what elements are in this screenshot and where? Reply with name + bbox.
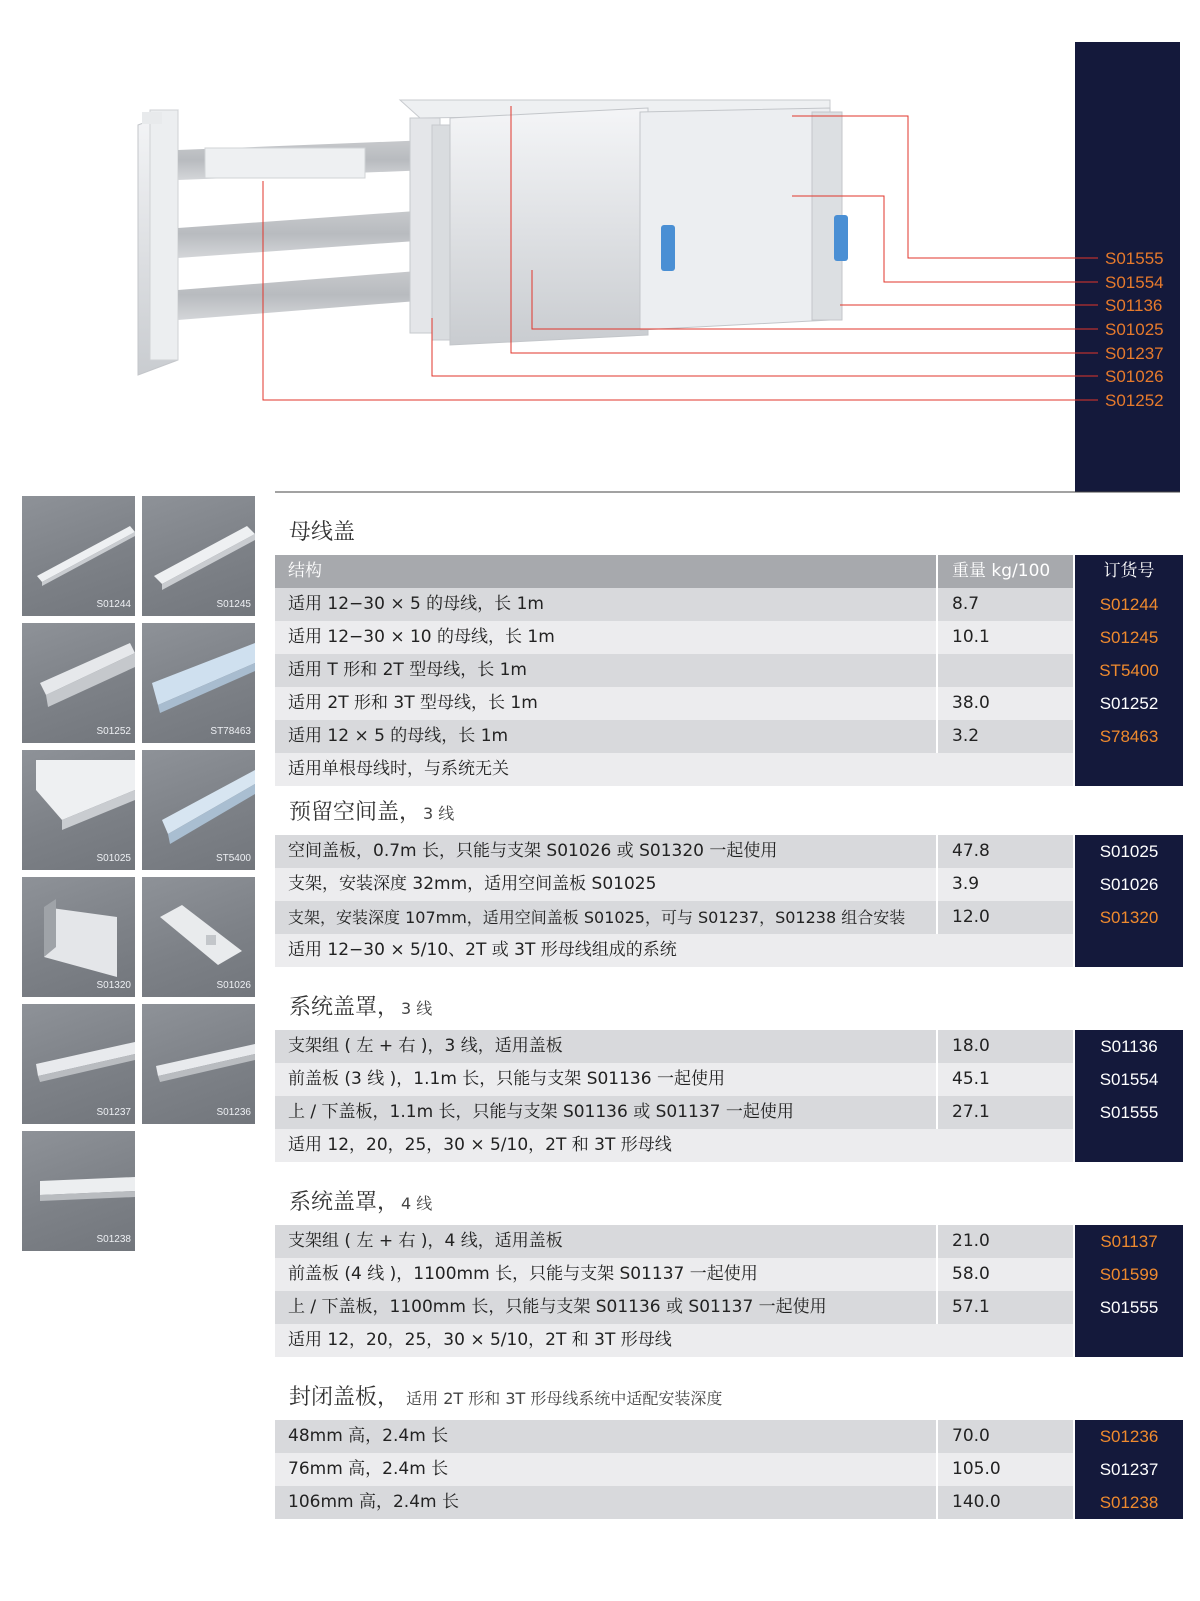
section-title: 母线盖	[289, 520, 356, 545]
thumbnail-code: ST5400	[215, 853, 251, 864]
product-thumbnail	[142, 877, 255, 997]
thumbnail-code: S01252	[96, 726, 131, 737]
cell-order-no: S01238	[1075, 1486, 1183, 1519]
cell-structure: 上 / 下盖板，1100mm 长，只能与支架 S01136 或 S01137 一起使用	[275, 1291, 936, 1324]
cell-structure: 支架，安装深度 32mm，适用空间盖板 S01025	[275, 868, 936, 901]
table-row	[275, 654, 1185, 687]
clip-bracket-icon	[142, 877, 255, 997]
cell-structure: 106mm 高，2.4m 长	[275, 1486, 936, 1519]
thumbnail-code: S01320	[96, 980, 131, 991]
table-header	[275, 555, 1185, 588]
thumbnail-code: S01025	[96, 853, 131, 864]
thumbnail-code: S01244	[96, 599, 131, 610]
table-note-row	[275, 934, 1185, 967]
header-weight: 重量 kg/100	[936, 555, 1073, 588]
cell-weight: 105.0	[936, 1453, 1073, 1486]
cell-note: 适用 12，20，25，30 × 5/10，2T 和 3T 形母线	[275, 1129, 1073, 1162]
table-row	[275, 1063, 1185, 1096]
cell-order-no: S01555	[1075, 1291, 1183, 1324]
blue-cover-icon	[142, 623, 255, 743]
cell-order-no: S01244	[1075, 588, 1183, 621]
busbars	[178, 140, 430, 320]
table-row	[275, 1486, 1185, 1519]
thumbnail-code: S01237	[96, 1107, 131, 1118]
callout-code: S01025	[1105, 320, 1164, 339]
cell-weight: 3.9	[936, 868, 1073, 901]
thumbnail-code: ST78463	[210, 726, 251, 737]
cell-structure: 上 / 下盖板，1.1m 长，只能与支架 S01136 或 S01137 一起使用	[275, 1096, 936, 1129]
cell-order-no: S01236	[1075, 1420, 1183, 1453]
flat-rail-icon	[142, 496, 255, 616]
cell-order-no: S01554	[1075, 1063, 1183, 1096]
cell-order-no: S01136	[1075, 1030, 1183, 1063]
callout-code: S01252	[1105, 391, 1164, 410]
thumbnail-code: S01026	[216, 980, 251, 991]
table-row	[275, 1420, 1185, 1453]
cell-weight: 10.1	[936, 621, 1073, 654]
cell-structure: 适用 2T 形和 3T 型母线，长 1m	[275, 687, 936, 720]
profile-icon	[22, 1004, 135, 1124]
table-row	[275, 868, 1185, 901]
cell-weight: 8.7	[936, 588, 1073, 621]
thumbnail-code: S01236	[216, 1107, 251, 1118]
section-title: 预留空间盖， 3 线	[289, 800, 455, 825]
cell-order-no: S01599	[1075, 1258, 1183, 1291]
cell-weight: 47.8	[936, 835, 1073, 868]
table-row	[275, 687, 1185, 720]
profile-icon	[22, 1131, 135, 1251]
cell-weight: 57.1	[936, 1291, 1073, 1324]
table-row	[275, 835, 1185, 868]
product-thumbnail	[22, 1004, 135, 1124]
blue-cover-icon	[142, 750, 255, 870]
table-row	[275, 901, 1185, 934]
section-title: 系统盖罩， 4 线	[289, 1190, 433, 1215]
cell-note: 适用单根母线时，与系统无关	[275, 753, 1073, 786]
table-note-row	[275, 1324, 1185, 1357]
table-row	[275, 1453, 1185, 1486]
wide-cover-icon	[22, 750, 135, 870]
cell-weight	[936, 654, 1073, 687]
product-thumbnail	[22, 750, 135, 870]
thumbnail-code: S01245	[216, 599, 251, 610]
product-thumbnail	[142, 496, 255, 616]
product-thumbnail	[22, 623, 135, 743]
table-row	[275, 1225, 1185, 1258]
cover-box	[400, 100, 848, 345]
cell-structure: 支架，安装深度 107mm，适用空间盖板 S01025，可与 S01237，S01238 组合安装	[275, 901, 936, 934]
cell-order-no: S01026	[1075, 868, 1183, 901]
cell-structure: 前盖板 (3 线 )，1.1m 长，只能与支架 S01136 一起使用	[275, 1063, 936, 1096]
callout-code: S01136	[1105, 296, 1163, 315]
cell-structure: 支架组 ( 左 + 右 )，4 线，适用盖板	[275, 1225, 936, 1258]
section-title: 封闭盖板， 适用 2T 形和 3T 形母线系统中适配安装深度	[289, 1385, 723, 1410]
flat-rail-icon	[22, 496, 135, 616]
cell-structure: 适用 12−30 × 5 的母线，长 1m	[275, 588, 936, 621]
cell-structure: 前盖板 (4 线 )，1100mm 长，只能与支架 S01137 一起使用	[275, 1258, 936, 1291]
callout-code: S01237	[1105, 344, 1164, 363]
cell-structure: 48mm 高，2.4m 长	[275, 1420, 936, 1453]
cell-order-no: S01320	[1075, 901, 1183, 934]
product-thumbnail	[22, 1131, 135, 1251]
header-order-no: 订货号	[1075, 555, 1183, 588]
end-plate	[138, 110, 178, 375]
callout-code: S01555	[1105, 249, 1164, 268]
bracket-plate-icon	[22, 877, 135, 997]
cell-weight: 27.1	[936, 1096, 1073, 1129]
cell-order-no: S01025	[1075, 835, 1183, 868]
cell-note: 适用 12，20，25，30 × 5/10，2T 和 3T 形母线	[275, 1324, 1073, 1357]
table-row	[275, 1030, 1185, 1063]
cell-structure: 适用 T 形和 2T 型母线，长 1m	[275, 654, 936, 687]
cell-weight: 21.0	[936, 1225, 1073, 1258]
product-thumbnail	[142, 1004, 255, 1124]
product-diagram	[0, 0, 1200, 495]
cell-weight: 12.0	[936, 901, 1073, 934]
cell-structure: 适用 12−30 × 10 的母线，长 1m	[275, 621, 936, 654]
cell-order-no: S01237	[1075, 1453, 1183, 1486]
product-thumbnail	[142, 750, 255, 870]
profile-icon	[142, 1004, 255, 1124]
table-note-row	[275, 1129, 1185, 1162]
blue-clip-icon	[834, 215, 848, 261]
table-row	[275, 720, 1185, 753]
cell-structure: 空间盖板，0.7m 长，只能与支架 S01026 或 S01320 一起使用	[275, 835, 936, 868]
cell-order-no: S01252	[1075, 687, 1183, 720]
table-note-row	[275, 753, 1185, 786]
cell-order-no: S78463	[1075, 720, 1183, 753]
blue-clip-icon	[661, 225, 675, 271]
callout-code: S01026	[1105, 367, 1164, 386]
table-row	[275, 1096, 1185, 1129]
thumbnail-code: S01238	[96, 1234, 131, 1245]
table-row	[275, 1258, 1185, 1291]
cell-structure: 适用 12 × 5 的母线，长 1m	[275, 720, 936, 753]
callout-code: S01554	[1105, 273, 1164, 292]
product-thumbnail	[22, 877, 135, 997]
u-channel-icon	[22, 623, 135, 743]
table-row	[275, 588, 1185, 621]
cell-order-no: S01137	[1075, 1225, 1183, 1258]
cell-weight: 140.0	[936, 1486, 1073, 1519]
cell-structure: 支架组 ( 左 + 右 )，3 线，适用盖板	[275, 1030, 936, 1063]
cell-order-no: S01555	[1075, 1096, 1183, 1129]
product-thumbnail	[142, 623, 255, 743]
header-structure: 结构	[275, 555, 936, 588]
cell-order-no: S01245	[1075, 621, 1183, 654]
cell-weight: 45.1	[936, 1063, 1073, 1096]
cell-weight: 58.0	[936, 1258, 1073, 1291]
cell-structure: 76mm 高，2.4m 长	[275, 1453, 936, 1486]
table-row	[275, 621, 1185, 654]
cell-order-no: ST5400	[1075, 654, 1183, 687]
cell-weight: 3.2	[936, 720, 1073, 753]
table-row	[275, 1291, 1185, 1324]
cell-weight: 18.0	[936, 1030, 1073, 1063]
cell-note: 适用 12−30 × 5/10、2T 或 3T 形母线组成的系统	[275, 934, 1073, 967]
cell-weight: 70.0	[936, 1420, 1073, 1453]
cell-weight: 38.0	[936, 687, 1073, 720]
product-thumbnail	[22, 496, 135, 616]
section-title: 系统盖罩， 3 线	[289, 995, 433, 1020]
